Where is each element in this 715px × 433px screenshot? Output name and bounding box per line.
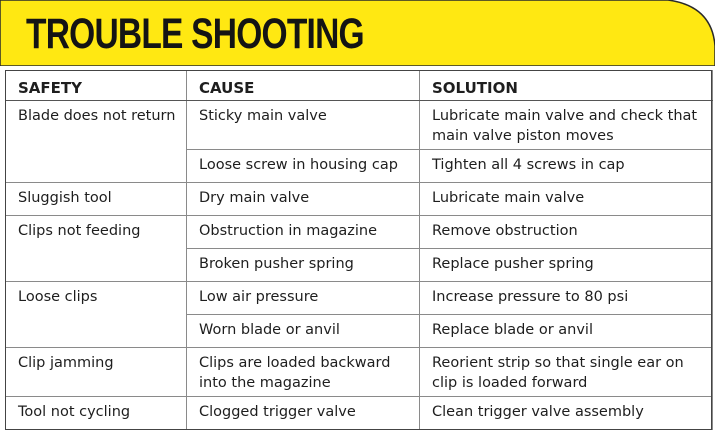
table-row <box>6 101 713 150</box>
solution-cell: Lubricate main valve <box>420 183 713 216</box>
table-row <box>6 397 713 430</box>
table-row <box>6 281 713 314</box>
safety-cell: Loose clips <box>6 281 187 347</box>
safety-cell: Clip jamming <box>6 347 187 396</box>
title-banner <box>0 0 715 66</box>
solution-cell: Reorient strip so that single ear on clip is loaded forward <box>420 347 713 396</box>
cause-cell: Clips are loaded backward into the magazine <box>187 347 420 396</box>
safety-cell: Tool not cycling <box>6 397 187 430</box>
safety-cell: Blade does not return <box>6 101 187 183</box>
table-row <box>6 183 713 216</box>
safety-cell: Clips not feeding <box>6 216 187 282</box>
header-solution: SOLUTION <box>420 71 713 101</box>
solution-cell: Clean trigger valve assembly <box>420 397 713 430</box>
page-title: TROUBLE SHOOTING <box>26 10 364 58</box>
table-row <box>6 216 713 249</box>
solution-cell: Lubricate main valve and check that main valve piston moves <box>420 101 713 150</box>
cause-cell: Broken pusher spring <box>187 249 420 282</box>
header-row <box>6 71 713 101</box>
solution-cell: Remove obstruction <box>420 216 713 249</box>
cause-cell: Worn blade or anvil <box>187 314 420 347</box>
cause-cell: Obstruction in magazine <box>187 216 420 249</box>
table-row <box>6 347 713 396</box>
cause-cell: Dry main valve <box>187 183 420 216</box>
solution-cell: Tighten all 4 screws in cap <box>420 150 713 183</box>
solution-cell: Replace blade or anvil <box>420 314 713 347</box>
safety-cell: Sluggish tool <box>6 183 187 216</box>
cause-cell: Clogged trigger valve <box>187 397 420 430</box>
header-safety: SAFETY <box>6 71 187 101</box>
cause-cell: Loose screw in housing cap <box>187 150 420 183</box>
header-cause: CAUSE <box>187 71 420 101</box>
solution-cell: Replace pusher spring <box>420 249 713 282</box>
troubleshooting-table <box>5 70 713 430</box>
solution-cell: Increase pressure to 80 psi <box>420 281 713 314</box>
cause-cell: Low air pressure <box>187 281 420 314</box>
cause-cell: Sticky main valve <box>187 101 420 150</box>
